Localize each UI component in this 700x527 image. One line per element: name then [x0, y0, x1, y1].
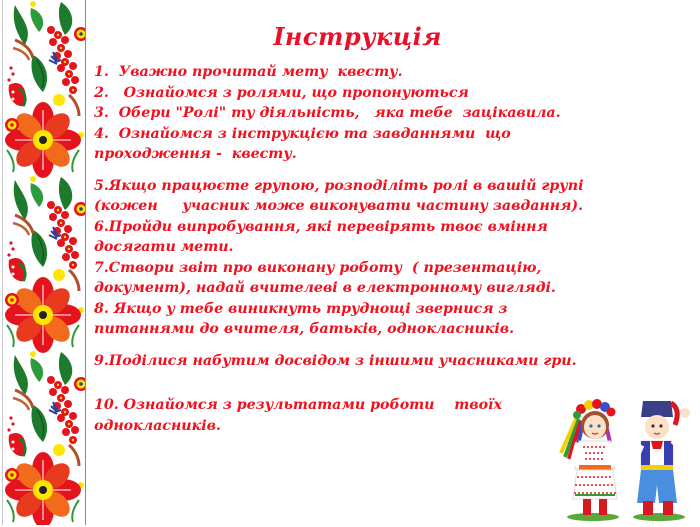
instruction-line: 6.Пройди випробування, які перевірять твоє вміння [94, 218, 548, 235]
instruction-line: 2. Ознайомся з ролями, що пропонуються [94, 84, 469, 101]
instruction-line: 10. Ознайомся з результатами роботи твоїх [94, 397, 502, 413]
instruction-line: питаннями до вчителя, батьків, однокласників. [94, 321, 515, 337]
instruction-line: 8. Якщо у тебе виникнуть труднощі звернися з [94, 300, 508, 317]
instructions-group-3 [94, 351, 664, 372]
instruction-line: досягати мети. [94, 239, 234, 255]
instruction-line: документ), надай вчителеві в електронному вигляді. [94, 280, 556, 296]
floral-pattern-icon [3, 0, 86, 525]
slide-title: Інструкція [273, 22, 442, 51]
instruction-line: однокласників. [94, 417, 221, 434]
instruction-line: 5.Якщо працюєте групою, розподіліть ролі в вашій групі [94, 177, 584, 194]
instruction-line: (кожен учасник може виконувати частину завдання). [94, 198, 584, 214]
instructions-body [94, 62, 664, 436]
instruction-line: проходження - квесту. [94, 146, 297, 162]
instruction-line: 9.Поділися набутим досвідом з іншими учасниками гри. [94, 352, 577, 369]
instructions-group-1 [94, 62, 664, 165]
ukrainian-children-illustration [555, 395, 695, 523]
instructions-group-2 [94, 176, 664, 340]
instruction-line: 7.Створи звіт про виконану роботу ( презентацію, [94, 259, 542, 276]
instruction-line: 1. Уважно прочитай мету квесту. [94, 64, 403, 80]
children-costume-icon [555, 395, 695, 523]
instruction-line: 4. Ознайомся з інструкцією та завданнями що [94, 125, 511, 142]
ornament-divider-line [85, 0, 86, 525]
floral-ornament-border [2, 0, 86, 525]
instruction-line: 3. Обери "Ролі" ту діяльність, яка тебе зацікавила. [94, 105, 561, 121]
